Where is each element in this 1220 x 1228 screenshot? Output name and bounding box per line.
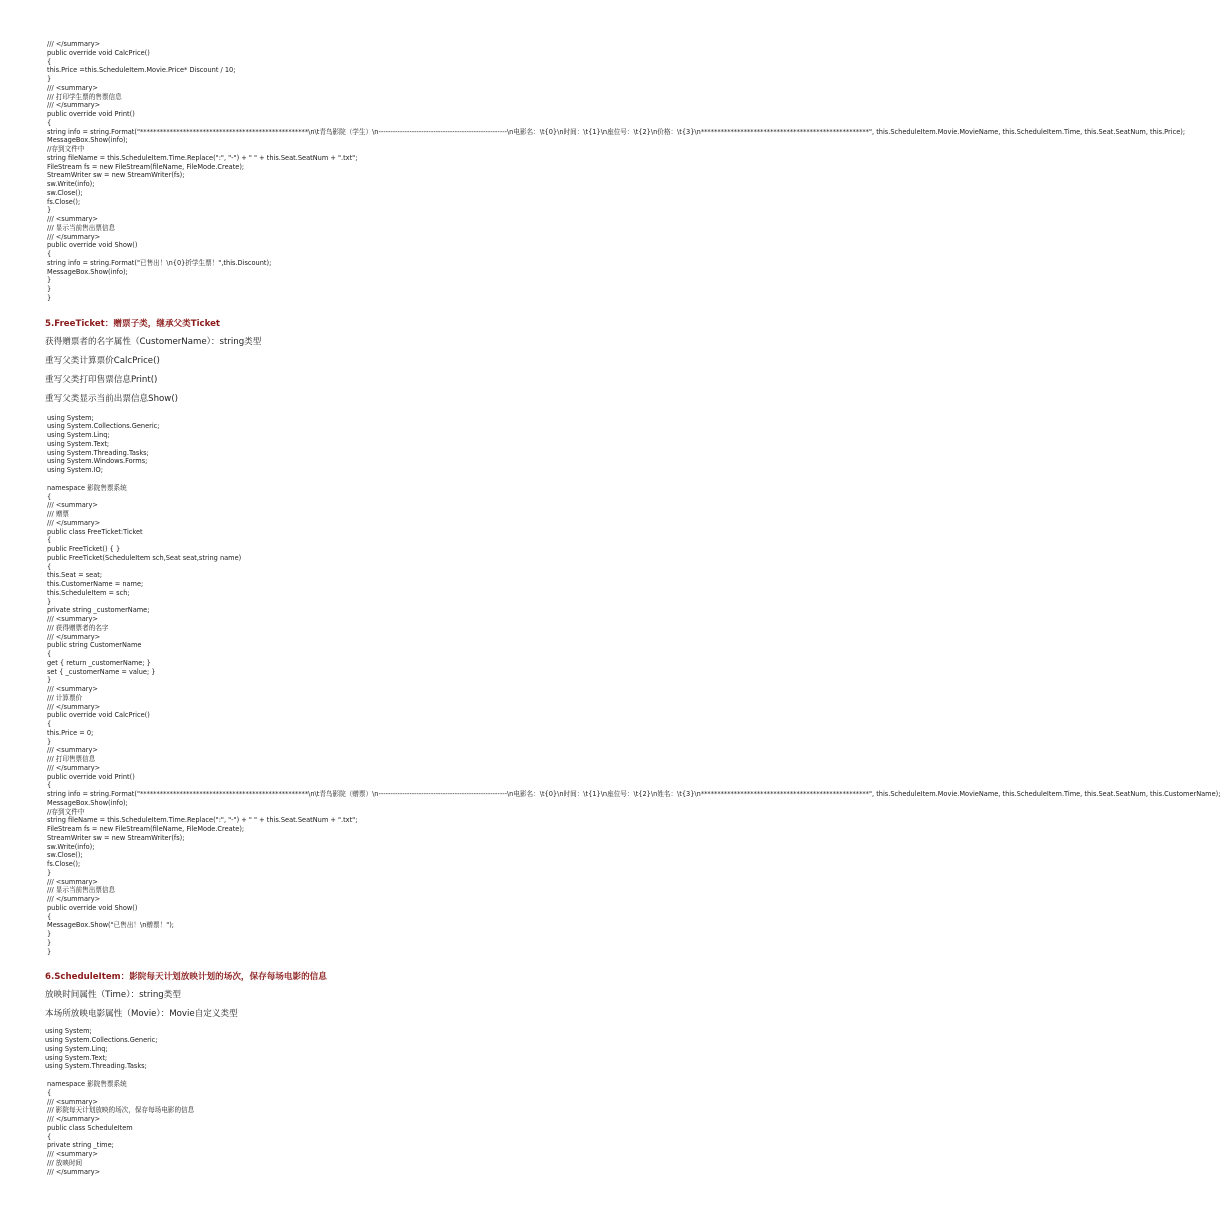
code-line: public override void Show() bbox=[47, 903, 138, 912]
code-line: public class FreeTicket:Ticket bbox=[47, 527, 143, 536]
code-line: public FreeTicket() { } bbox=[47, 545, 121, 553]
section-paragraph: 获得赠票者的名字属性（CustomerName）：string类型 bbox=[45, 336, 262, 347]
code-line: /// 计算票价 bbox=[47, 693, 83, 702]
code-line: } bbox=[47, 276, 52, 285]
code-line: using System.Text; bbox=[47, 439, 110, 448]
code-line: } bbox=[47, 75, 52, 83]
code-line: this.Seat = seat; bbox=[47, 571, 103, 580]
code-line: string info = string.Format("已售出！\n{0}折学生票！",this.Discount); bbox=[47, 258, 272, 267]
code-line: public string CustomerName bbox=[47, 641, 142, 650]
code-line: { bbox=[47, 650, 52, 658]
code-line: using System.Collections.Generic; bbox=[47, 422, 160, 431]
code-line: { bbox=[47, 57, 52, 66]
code-line: { bbox=[47, 1132, 52, 1141]
code-line: { bbox=[47, 250, 52, 258]
code-line: } bbox=[47, 293, 52, 302]
code-line: /// <summary> bbox=[47, 877, 98, 886]
code-line: using System.Windows.Forms; bbox=[47, 457, 148, 466]
code-line: this.CustomerName = name; bbox=[47, 580, 144, 588]
code-line: FileStream fs = new FileStream(fileName, FileMode.Create); bbox=[47, 825, 245, 833]
code-line: //存到文件中 bbox=[47, 145, 85, 153]
code-line: fs.Close(); bbox=[47, 860, 81, 868]
code-line: { bbox=[47, 492, 52, 501]
code-line: { bbox=[47, 536, 52, 545]
section-heading-free-ticket: 5.FreeTicket：赠票子类，继承父类Ticket bbox=[45, 318, 221, 329]
code-line: MessageBox.Show("已售出！\n赠票！"); bbox=[47, 921, 175, 930]
code-line: /// </summary> bbox=[47, 518, 101, 527]
code-line: using System.Collections.Generic; bbox=[45, 1036, 158, 1044]
code-line: string info = string.Format("***************************************************\n\t青鸟影院（赠票）\n------------------------------------------------------\n电影名：\t{0}\n时间：\t{1}\n座位号：\t{2}\n姓名：\t{3}\n***************************************************", this.ScheduleItem.Movie.MovieName, this.ScheduleItem.Time, this.Seat.SeatNum, this.CustomerName); bbox=[47, 790, 1220, 798]
code-line: //存到文件中 bbox=[47, 807, 85, 816]
code-block-free-ticket-class bbox=[47, 483, 1220, 957]
code-line: { bbox=[47, 1088, 52, 1097]
code-line: } bbox=[47, 947, 52, 956]
section-paragraph: 重写父类计算票价CalcPrice() bbox=[45, 355, 160, 366]
code-line: using System.Linq; bbox=[47, 431, 110, 439]
code-line: sw.Close(); bbox=[47, 851, 83, 860]
code-line: public override void Print() bbox=[47, 772, 135, 781]
code-block-usings-2 bbox=[45, 1027, 825, 1071]
code-line: } bbox=[47, 206, 52, 215]
code-line: using System; bbox=[47, 413, 94, 422]
code-line: /// </summary> bbox=[47, 1167, 101, 1176]
section-paragraph: 重写父类显示当前出票信息Show() bbox=[45, 393, 179, 404]
code-line: } bbox=[47, 285, 52, 293]
code-block-usings bbox=[47, 414, 827, 475]
code-line: { bbox=[47, 562, 52, 571]
code-line: { bbox=[47, 118, 52, 127]
code-line: /// <summary> bbox=[47, 215, 98, 223]
code-line: namespace 影院售票系统 bbox=[47, 483, 127, 492]
code-line: } bbox=[47, 597, 52, 606]
code-line: /// 放映时间 bbox=[47, 1158, 83, 1167]
code-line: public override void CalcPrice() bbox=[47, 711, 150, 720]
code-line: MessageBox.Show(info); bbox=[47, 136, 128, 145]
code-line: /// </summary> bbox=[47, 232, 101, 241]
code-line: using System.Linq; bbox=[45, 1044, 108, 1053]
code-line: StreamWriter sw = new StreamWriter(fs); bbox=[47, 171, 185, 180]
code-line: using System.Text; bbox=[45, 1053, 108, 1062]
code-line: public override void Print() bbox=[47, 110, 135, 118]
section-heading-schedule-item: 6.ScheduleItem：影院每天计划放映计划的场次，保存每场电影的信息 bbox=[45, 972, 327, 983]
code-line: MessageBox.Show(info); bbox=[47, 267, 128, 276]
code-line: /// <summary> bbox=[47, 83, 98, 92]
code-line: StreamWriter sw = new StreamWriter(fs); bbox=[47, 833, 185, 842]
code-block-student-ticket-tail bbox=[47, 40, 1186, 303]
code-line: /// </summary> bbox=[47, 1115, 101, 1123]
code-line: string fileName = this.ScheduleItem.Time.Replace(":", "-") + " " + this.Seat.SeatNum + ".txt"; bbox=[47, 816, 358, 825]
code-line: using System.Threading.Tasks; bbox=[47, 448, 149, 457]
code-line: this.Price = 0; bbox=[47, 728, 94, 737]
code-line: sw.Close(); bbox=[47, 188, 83, 197]
code-line: /// </summary> bbox=[47, 763, 101, 772]
code-line: namespace 影院售票系统 bbox=[47, 1080, 127, 1088]
code-line: string info = string.Format("***************************************************\n\t青鸟影院（学生）\n------------------------------------------------------\n电影名：\t{0}\n时间：\t{1}\n座位号：\t{2}\n价格：\t{3}\n***************************************************", this.ScheduleItem.Movie.MovieName, this.ScheduleItem.Time, this.Seat.SeatNum, this.Price); bbox=[47, 127, 1186, 136]
section-paragraph: 重写父类打印售票信息Print() bbox=[45, 374, 158, 385]
code-line: private string _customerName; bbox=[47, 606, 150, 615]
code-line: public FreeTicket(ScheduleItem sch,Seat seat,string name) bbox=[47, 553, 242, 562]
code-line: using System; bbox=[45, 1027, 92, 1036]
code-line: sw.Write(info); bbox=[47, 842, 95, 851]
code-line: public override void Show() bbox=[47, 241, 138, 250]
code-line: get { return _customerName; } bbox=[47, 658, 151, 667]
code-block-schedule-item-class bbox=[47, 1080, 827, 1176]
section-paragraph: 本场所放映电影属性（Movie）：Movie自定义类型 bbox=[45, 1009, 238, 1020]
code-line: public override void CalcPrice() bbox=[47, 48, 150, 57]
code-line: } bbox=[47, 676, 52, 685]
code-line: FileStream fs = new FileStream(fileName, FileMode.Create); bbox=[47, 162, 245, 171]
code-line: /// 显示当前售出票信息 bbox=[47, 223, 116, 232]
code-line: set { _customerName = value; } bbox=[47, 667, 156, 676]
code-line: this.Price =this.ScheduleItem.Movie.Price* Discount / 10; bbox=[47, 66, 236, 75]
code-line: private string _time; bbox=[47, 1141, 114, 1150]
code-line: this.ScheduleItem = sch; bbox=[47, 588, 130, 597]
code-line: string fileName = this.ScheduleItem.Time.Replace(":", "-") + " " + this.Seat.SeatNum + ".txt"; bbox=[47, 153, 358, 162]
code-line: /// <summary> bbox=[47, 501, 98, 510]
code-line: /// <summary> bbox=[47, 746, 98, 755]
code-line: /// <summary> bbox=[47, 1150, 98, 1158]
code-line: } bbox=[47, 938, 52, 947]
code-line: } bbox=[47, 737, 52, 746]
code-line: /// 显示当前售出票信息 bbox=[47, 886, 116, 895]
code-line: /// 打印售票信息 bbox=[47, 755, 96, 763]
code-line: { bbox=[47, 912, 52, 921]
code-line: /// <summary> bbox=[47, 1097, 98, 1106]
code-line: } bbox=[47, 868, 52, 877]
code-line: /// 影院每天计划放映的场次，保存每场电影的信息 bbox=[47, 1106, 195, 1115]
code-line: sw.Write(info); bbox=[47, 180, 95, 188]
code-line: } bbox=[47, 930, 52, 938]
code-line: /// </summary> bbox=[47, 101, 101, 110]
code-line: /// 赠票 bbox=[47, 510, 69, 518]
document-page bbox=[45, 40, 1220, 1176]
code-line: public class ScheduleItem bbox=[47, 1123, 133, 1132]
code-line: /// </summary> bbox=[47, 702, 101, 711]
code-line: MessageBox.Show(info); bbox=[47, 798, 128, 807]
code-line: /// 获得赠票者的名字 bbox=[47, 623, 109, 632]
code-line: /// <summary> bbox=[47, 685, 98, 693]
section-paragraph: 放映时间属性（Time）：string类型 bbox=[45, 990, 181, 1001]
code-line: fs.Close(); bbox=[47, 197, 81, 206]
code-line: using System.Threading.Tasks; bbox=[45, 1062, 147, 1071]
code-line: /// 打印学生票的售票信息 bbox=[47, 92, 122, 101]
code-line: /// </summary> bbox=[47, 40, 101, 48]
code-line: using System.IO; bbox=[47, 466, 103, 474]
code-line: { bbox=[47, 781, 52, 790]
code-line: { bbox=[47, 720, 52, 728]
code-line: /// <summary> bbox=[47, 615, 98, 623]
code-line: /// </summary> bbox=[47, 895, 101, 903]
code-line: /// </summary> bbox=[47, 632, 101, 641]
